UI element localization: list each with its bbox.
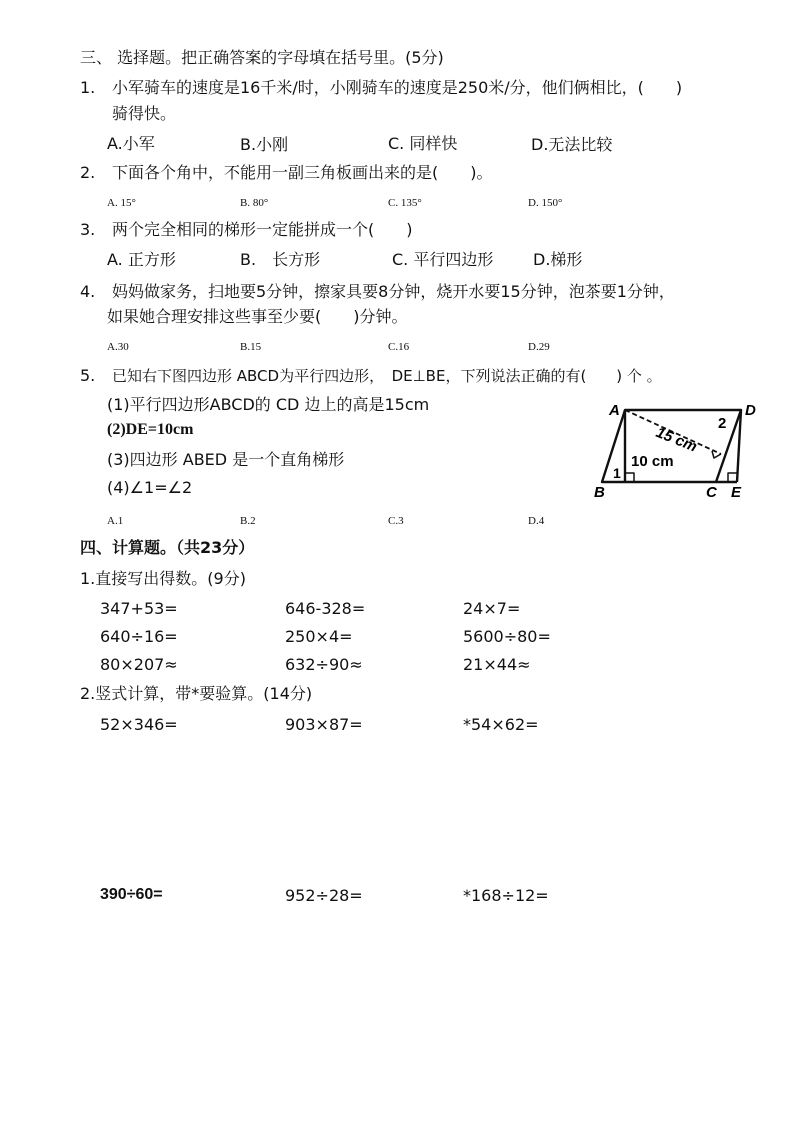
q2-option-d: D. 150° bbox=[528, 197, 563, 209]
oral-calc-item: 250×4= bbox=[285, 627, 353, 646]
vertex-c-label: C bbox=[706, 484, 717, 501]
q4-text-cont: 如果她合理安排这些事至少要( )分钟。 bbox=[107, 307, 408, 326]
vertex-a-label: A bbox=[609, 402, 620, 419]
written-calc-item: *54×62= bbox=[463, 715, 539, 734]
q4-number: 4. bbox=[80, 282, 96, 301]
angle-2-label: 2 bbox=[718, 415, 727, 432]
q5-statement-2: (2)DE=10cm bbox=[107, 421, 194, 438]
q3-option-b: B. 长方形 bbox=[240, 250, 321, 269]
q4-option-a: A.30 bbox=[107, 341, 129, 353]
q4-option-c: C.16 bbox=[388, 341, 410, 353]
angle-1-label: 1 bbox=[613, 465, 621, 481]
section3-heading: 三、 选择题。把正确答案的字母填在括号里。(5分) bbox=[80, 48, 444, 67]
vertex-d-label: D bbox=[745, 402, 756, 419]
written-calc-item: 390÷60= bbox=[100, 886, 163, 903]
part1-title: 1.直接写出得数。(9分) bbox=[80, 569, 246, 588]
q5-statement-4: (4)∠1=∠2 bbox=[107, 478, 193, 497]
q4-option-b: B.15 bbox=[240, 341, 262, 353]
oral-calc-item: 21×44≈ bbox=[463, 655, 531, 674]
q5-text: 已知右下图四边形 ABCD为平行四边形， DE⊥BE，下列说法正确的有( ) 个 。 bbox=[112, 367, 662, 385]
q2-text: 下面各个角中，不能用一副三角板画出来的是( )。 bbox=[112, 163, 493, 182]
q2-option-c: C. 135° bbox=[388, 197, 422, 209]
length-15cm-label: 15 cm bbox=[653, 423, 700, 456]
oral-calc-item: 640÷16= bbox=[100, 627, 178, 646]
q5-option-c: C.3 bbox=[388, 515, 404, 527]
q4-option-d: D.29 bbox=[528, 341, 550, 353]
q5-option-b: B.2 bbox=[240, 515, 256, 527]
q3-text: 两个完全相同的梯形一定能拼成一个( ) bbox=[112, 220, 413, 239]
q3-option-d: D.梯形 bbox=[533, 250, 583, 269]
oral-calc-item: 646-328= bbox=[285, 599, 366, 618]
q3-option-a: A. 正方形 bbox=[107, 250, 176, 269]
right-angle-mark-1 bbox=[625, 473, 634, 482]
vertex-b-label: B bbox=[594, 484, 605, 501]
q1-number: 1. bbox=[80, 78, 96, 97]
q3-option-c: C. 平行四边形 bbox=[392, 250, 494, 269]
q5-number: 5. bbox=[80, 366, 96, 385]
length-10cm-label: 10 cm bbox=[631, 453, 674, 470]
q2-number: 2. bbox=[80, 163, 96, 182]
q1-option-c: C. 同样快 bbox=[388, 134, 458, 153]
oral-calc-item: 5600÷80= bbox=[463, 627, 551, 646]
q1-text-cont: 骑得快。 bbox=[112, 104, 177, 123]
written-calc-item: 952÷28= bbox=[285, 886, 363, 905]
q1-option-a: A.小军 bbox=[107, 134, 155, 153]
q1-text: 小军骑车的速度是16千米/时，小刚骑车的速度是250米/分，他们俩相比，( ) bbox=[112, 78, 683, 97]
section4-heading: 四、计算题。（共23分） bbox=[80, 538, 255, 557]
written-calc-item: 52×346= bbox=[100, 715, 178, 734]
oral-calc-item: 347+53= bbox=[100, 599, 178, 618]
q2-option-a: A. 15° bbox=[107, 197, 136, 209]
oral-calc-item: 24×7= bbox=[463, 599, 521, 618]
q5-statement-1: (1)平行四边形ABCD的 CD 边上的高是15cm bbox=[107, 395, 430, 414]
parallelogram-figure bbox=[585, 396, 765, 504]
written-calc-item: *168÷12= bbox=[463, 886, 549, 905]
q1-option-b: B.小刚 bbox=[240, 135, 289, 154]
oral-calc-item: 632÷90≈ bbox=[285, 655, 363, 674]
q1-option-d: D.无法比较 bbox=[531, 135, 613, 154]
q3-number: 3. bbox=[80, 220, 96, 239]
q4-text: 妈妈做家务，扫地要5分钟，擦家具要8分钟，烧开水要15分钟，泡茶要1分钟， bbox=[112, 282, 675, 301]
q5-option-a: A.1 bbox=[107, 515, 124, 527]
q5-option-d: D.4 bbox=[528, 515, 545, 527]
q5-statement-3: (3)四边形 ABED 是一个直角梯形 bbox=[107, 450, 345, 469]
part2-title: 2.竖式计算，带*要验算。(14分) bbox=[80, 684, 313, 703]
right-angle-mark-2 bbox=[728, 473, 737, 482]
oral-calc-item: 80×207≈ bbox=[100, 655, 178, 674]
vertex-e-label: E bbox=[731, 484, 742, 501]
q2-option-b: B. 80° bbox=[240, 197, 269, 209]
written-calc-item: 903×87= bbox=[285, 715, 363, 734]
